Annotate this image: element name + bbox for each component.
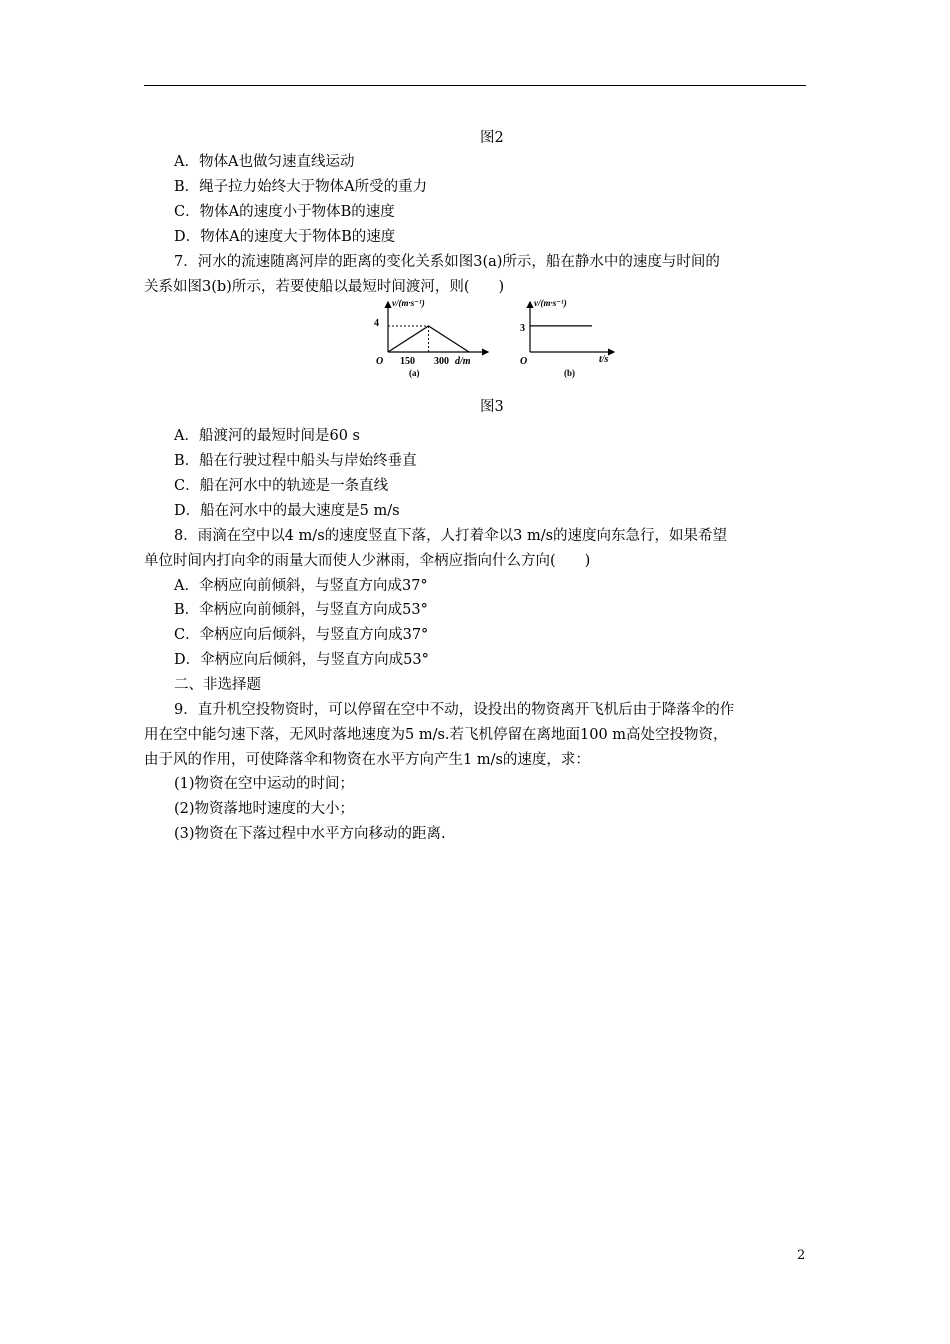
q9-part-2: (2)物资落地时速度的大小； (174, 801, 355, 817)
q8-option-a: A．伞柄应向前倾斜，与竖直方向成37° (174, 578, 428, 594)
q8-option-c: C．伞柄应向后倾斜，与竖直方向成37° (174, 627, 429, 643)
q9-part-3: (3)物资在下落过程中水平方向移动的距离. (174, 826, 446, 842)
q6-option-a: A．物体A也做匀速直线运动 (174, 154, 355, 170)
figure3b-ylabel: v/(m·s⁻¹) (534, 298, 567, 308)
figure3a-xtick-300: 300 (434, 356, 449, 367)
q7-stem-line2: 关系如图3(b)所示，若要使船以最短时间渡河，则( ) (144, 279, 505, 295)
q7-option-c: C．船在河水中的轨迹是一条直线 (174, 478, 389, 494)
figure3b-sublabel: (b) (564, 368, 575, 378)
q9-part-1: (1)物资在空中运动的时间； (174, 776, 355, 792)
figure3a-xtick-150: 150 (400, 356, 415, 367)
figure3b-xlabel: t/s (599, 354, 609, 365)
q7-stem-line1: 7．河水的流速随离河岸的距离的变化关系如图3(a)所示，船在静水中的速度与时间的 (174, 254, 720, 270)
figure3-caption: 图3 (480, 399, 504, 415)
q9-stem-line2: 用在空中能匀速下落，无风时落地速度为5 m/s.若飞机停留在离地面100 m高处空投物资， (144, 727, 728, 743)
figure3b-graph (514, 296, 620, 382)
figure3a-origin: O (376, 356, 384, 367)
q8-stem-line2: 单位时间内打向伞的雨量大而使人少淋雨，伞柄应指向什么方向( ) (144, 553, 591, 569)
q6-option-d: D．物体A的速度大于物体B的速度 (174, 229, 396, 245)
figure2-caption: 图2 (480, 130, 504, 146)
figure3b-origin: O (520, 356, 528, 367)
q7-option-d: D．船在河水中的最大速度是5 m/s (174, 503, 400, 519)
q8-option-d: D．伞柄应向后倾斜，与竖直方向成53° (174, 652, 429, 668)
q9-stem-line3: 由于风的作用，可使降落伞和物资在水平方向产生1 m/s的速度，求： (144, 752, 590, 768)
figure3a-ylabel: v/(m·s⁻¹) (392, 298, 425, 308)
section-heading: 二、非选择题 (174, 677, 261, 693)
figure3a-sublabel: (a) (409, 368, 420, 378)
q7-option-a: A．船渡河的最短时间是60 s (174, 428, 360, 444)
figure3a-ytick: 4 (374, 318, 379, 329)
q9-stem-line1: 9．直升机空投物资时，可以停留在空中不动，设投出的物资离开飞机后由于降落伞的作 (174, 702, 735, 718)
q6-option-b: B．绳子拉力始终大于物体A所受的重力 (174, 179, 428, 195)
figure3b-ytick: 3 (520, 323, 525, 334)
header-rule (144, 85, 806, 86)
page-number: 2 (797, 1248, 806, 1263)
q6-option-c: C．物体A的速度小于物体B的速度 (174, 204, 395, 220)
q8-stem-line1: 8．雨滴在空中以4 m/s的速度竖直下落，人打着伞以3 m/s的速度向东急行，如果希望 (174, 528, 728, 544)
q8-option-b: B．伞柄应向前倾斜，与竖直方向成53° (174, 602, 428, 618)
figure3a-xlabel: d/m (455, 356, 471, 367)
figure3a-graph (366, 296, 496, 382)
q7-option-b: B．船在行驶过程中船头与岸始终垂直 (174, 453, 417, 469)
